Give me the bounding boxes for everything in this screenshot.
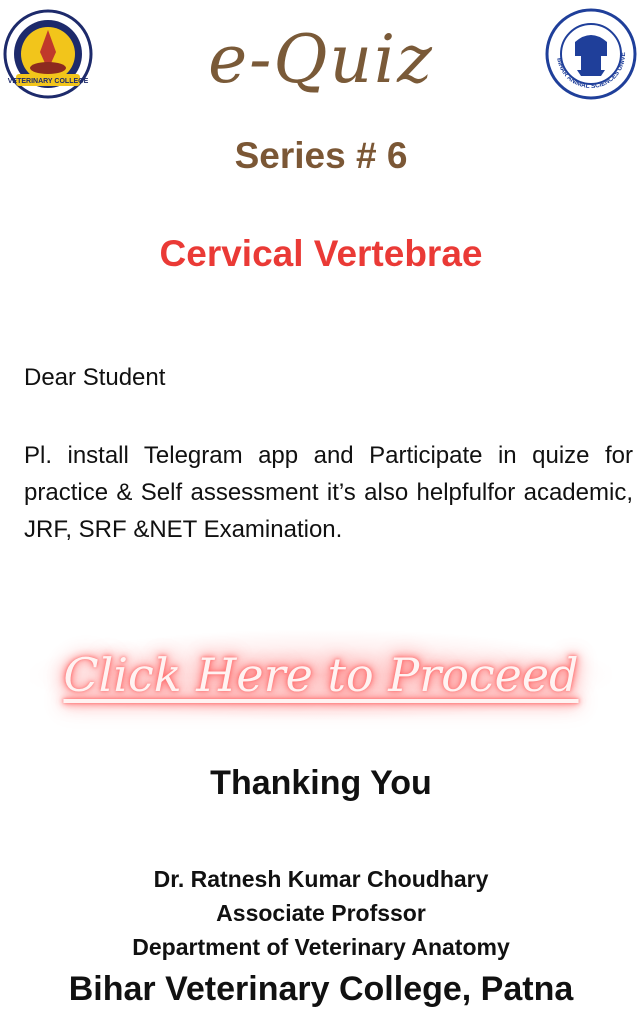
proceed-link-label: Click Here to Proceed xyxy=(63,648,579,702)
quiz-topic: Cervical Vertebrae xyxy=(159,233,483,274)
svg-text:VETERINARY COLLEGE: VETERINARY COLLEGE xyxy=(7,78,89,85)
college-name: Bihar Veterinary College, Patna xyxy=(68,970,574,1008)
instruction-message: Pl. install Telegram app and Participate in quize for practice & Self assessment it’s also helpfulfor academic, JRF, SRF &NET Examination. xyxy=(24,442,633,543)
signatory-designation: Associate Profssor xyxy=(216,900,426,926)
signatory-name: Dr. Ratnesh Kumar Choudhary xyxy=(153,866,489,892)
proceed-link[interactable] xyxy=(30,630,612,720)
svg-text:BIHAR ANIMAL SCIENCES UNIVERSI: BIHAR ANIMAL SCIENCES UNIVE xyxy=(555,52,628,91)
quiz-brand-title: e-Quiz xyxy=(208,21,434,98)
signatory-department: Department of Veterinary Anatomy xyxy=(132,934,510,960)
university-logo-icon xyxy=(545,8,637,100)
greeting-text: Dear Student xyxy=(24,364,166,391)
thanks-text: Thanking You xyxy=(210,764,432,802)
series-number: Series # 6 xyxy=(234,135,408,176)
